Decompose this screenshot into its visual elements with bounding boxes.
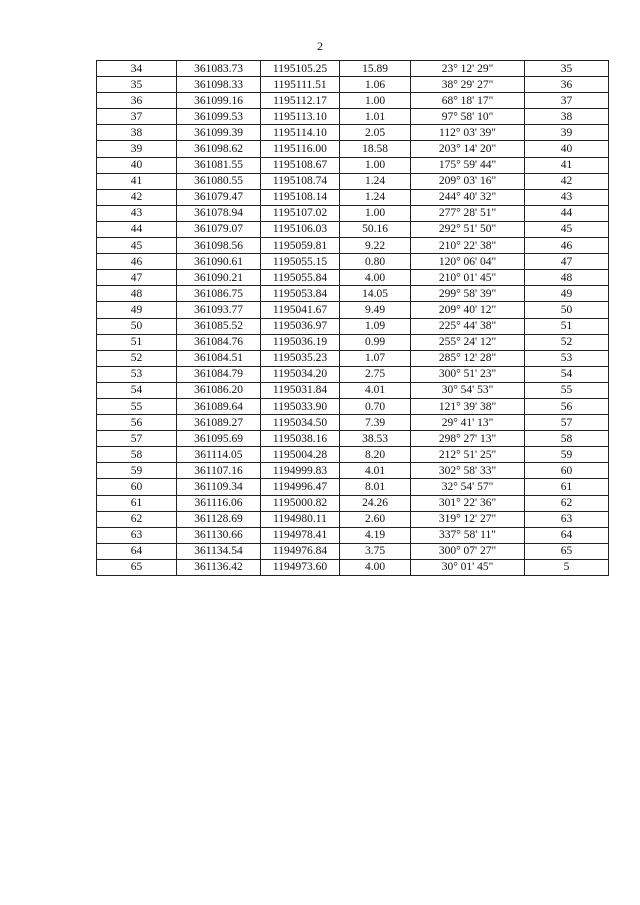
bearing-cell: 97° 58' 10": [411, 109, 525, 125]
bearing-cell: 175° 59' 44": [411, 157, 525, 173]
table-row: [97, 431, 609, 447]
x-coordinate-cell: 361086.20: [177, 382, 261, 398]
table-row: [97, 382, 609, 398]
bearing-cell: 30° 01' 45": [411, 559, 525, 575]
distance-cell: 0.80: [340, 254, 411, 270]
distance-cell: 0.70: [340, 398, 411, 414]
bearing-cell: 38° 29' 27": [411, 77, 525, 93]
distance-cell: 1.07: [340, 350, 411, 366]
x-coordinate-cell: 361107.16: [177, 463, 261, 479]
table-row: [97, 77, 609, 93]
table-row: [97, 254, 609, 270]
y-coordinate-cell: 1195106.03: [261, 221, 340, 237]
y-coordinate-cell: 1195105.25: [261, 61, 340, 77]
bearing-cell: 209° 40' 12": [411, 302, 525, 318]
distance-cell: 7.39: [340, 415, 411, 431]
bearing-cell: 209° 03' 16": [411, 173, 525, 189]
next-point-cell: 49: [525, 286, 609, 302]
x-coordinate-cell: 361080.55: [177, 173, 261, 189]
next-point-cell: 50: [525, 302, 609, 318]
y-coordinate-cell: 1195000.82: [261, 495, 340, 511]
bearing-cell: 30° 54' 53": [411, 382, 525, 398]
point-number-cell: 44: [97, 221, 177, 237]
table-row: [97, 415, 609, 431]
distance-cell: 9.49: [340, 302, 411, 318]
point-number-cell: 51: [97, 334, 177, 350]
next-point-cell: 59: [525, 447, 609, 463]
y-coordinate-cell: 1195114.10: [261, 125, 340, 141]
y-coordinate-cell: 1195113.10: [261, 109, 340, 125]
table-row: [97, 543, 609, 559]
distance-cell: 9.22: [340, 238, 411, 254]
distance-cell: 2.60: [340, 511, 411, 527]
x-coordinate-cell: 361098.56: [177, 238, 261, 254]
y-coordinate-cell: 1195059.81: [261, 238, 340, 254]
y-coordinate-cell: 1195111.51: [261, 77, 340, 93]
distance-cell: 1.00: [340, 157, 411, 173]
bearing-cell: 319° 12' 27": [411, 511, 525, 527]
y-coordinate-cell: 1195036.19: [261, 334, 340, 350]
next-point-cell: 48: [525, 270, 609, 286]
bearing-cell: 301° 22' 36": [411, 495, 525, 511]
next-point-cell: 55: [525, 382, 609, 398]
bearing-cell: 300° 51' 23": [411, 366, 525, 382]
distance-cell: 8.20: [340, 447, 411, 463]
point-number-cell: 59: [97, 463, 177, 479]
bearing-cell: 255° 24' 12": [411, 334, 525, 350]
distance-cell: 1.24: [340, 189, 411, 205]
next-point-cell: 52: [525, 334, 609, 350]
point-number-cell: 39: [97, 141, 177, 157]
point-number-cell: 52: [97, 350, 177, 366]
next-point-cell: 57: [525, 415, 609, 431]
distance-cell: 38.53: [340, 431, 411, 447]
y-coordinate-cell: 1194996.47: [261, 479, 340, 495]
x-coordinate-cell: 361079.47: [177, 189, 261, 205]
y-coordinate-cell: 1194973.60: [261, 559, 340, 575]
point-number-cell: 34: [97, 61, 177, 77]
table-row: [97, 270, 609, 286]
distance-cell: 14.05: [340, 286, 411, 302]
table-row: [97, 366, 609, 382]
table-row: [97, 527, 609, 543]
point-number-cell: 54: [97, 382, 177, 398]
distance-cell: 4.01: [340, 463, 411, 479]
x-coordinate-cell: 361136.42: [177, 559, 261, 575]
x-coordinate-cell: 361085.52: [177, 318, 261, 334]
x-coordinate-cell: 361083.73: [177, 61, 261, 77]
page-number: 2: [317, 39, 323, 53]
x-coordinate-cell: 361081.55: [177, 157, 261, 173]
bearing-cell: 299° 58' 39": [411, 286, 525, 302]
distance-cell: 15.89: [340, 61, 411, 77]
distance-cell: 18.58: [340, 141, 411, 157]
y-coordinate-cell: 1195108.67: [261, 157, 340, 173]
x-coordinate-cell: 361134.54: [177, 543, 261, 559]
x-coordinate-cell: 361086.75: [177, 286, 261, 302]
point-number-cell: 55: [97, 398, 177, 414]
point-number-cell: 36: [97, 93, 177, 109]
point-number-cell: 37: [97, 109, 177, 125]
next-point-cell: 35: [525, 61, 609, 77]
distance-cell: 2.05: [340, 125, 411, 141]
y-coordinate-cell: 1195116.00: [261, 141, 340, 157]
table-row: [97, 141, 609, 157]
point-number-cell: 41: [97, 173, 177, 189]
next-point-cell: 43: [525, 189, 609, 205]
point-number-cell: 42: [97, 189, 177, 205]
y-coordinate-cell: 1194976.84: [261, 543, 340, 559]
next-point-cell: 64: [525, 527, 609, 543]
bearing-cell: 29° 41' 13": [411, 415, 525, 431]
table-row: [97, 286, 609, 302]
y-coordinate-cell: 1195034.50: [261, 415, 340, 431]
bearing-cell: 120° 06' 04": [411, 254, 525, 270]
bearing-cell: 210° 01' 45": [411, 270, 525, 286]
point-number-cell: 65: [97, 559, 177, 575]
next-point-cell: 44: [525, 205, 609, 221]
table-row: [97, 318, 609, 334]
x-coordinate-cell: 361098.62: [177, 141, 261, 157]
bearing-cell: 23° 12' 29": [411, 61, 525, 77]
distance-cell: 0.99: [340, 334, 411, 350]
bearing-cell: 210° 22' 38": [411, 238, 525, 254]
x-coordinate-cell: 361095.69: [177, 431, 261, 447]
bearing-cell: 121° 39' 38": [411, 398, 525, 414]
y-coordinate-cell: 1195034.20: [261, 366, 340, 382]
next-point-cell: 51: [525, 318, 609, 334]
bearing-cell: 225° 44' 38": [411, 318, 525, 334]
y-coordinate-cell: 1195107.02: [261, 205, 340, 221]
distance-cell: 1.06: [340, 77, 411, 93]
table-row: [97, 93, 609, 109]
next-point-cell: 62: [525, 495, 609, 511]
next-point-cell: 46: [525, 238, 609, 254]
distance-cell: 1.09: [340, 318, 411, 334]
table-row: [97, 221, 609, 237]
point-number-cell: 40: [97, 157, 177, 173]
point-number-cell: 48: [97, 286, 177, 302]
bearing-cell: 203° 14' 20": [411, 141, 525, 157]
y-coordinate-cell: 1195108.14: [261, 189, 340, 205]
y-coordinate-cell: 1195035.23: [261, 350, 340, 366]
next-point-cell: 61: [525, 479, 609, 495]
next-point-cell: 41: [525, 157, 609, 173]
table-row: [97, 61, 609, 77]
y-coordinate-cell: 1195036.97: [261, 318, 340, 334]
bearing-cell: 244° 40' 32": [411, 189, 525, 205]
x-coordinate-cell: 361084.76: [177, 334, 261, 350]
point-number-cell: 49: [97, 302, 177, 318]
table-row: [97, 463, 609, 479]
next-point-cell: 40: [525, 141, 609, 157]
distance-cell: 8.01: [340, 479, 411, 495]
table-row: [97, 238, 609, 254]
bearing-cell: 68° 18' 17": [411, 93, 525, 109]
table-row: [97, 479, 609, 495]
bearing-cell: 298° 27' 13": [411, 431, 525, 447]
x-coordinate-cell: 361116.06: [177, 495, 261, 511]
y-coordinate-cell: 1195053.84: [261, 286, 340, 302]
x-coordinate-cell: 361130.66: [177, 527, 261, 543]
table-row: [97, 511, 609, 527]
y-coordinate-cell: 1195004.28: [261, 447, 340, 463]
next-point-cell: 65: [525, 543, 609, 559]
y-coordinate-cell: 1194999.83: [261, 463, 340, 479]
x-coordinate-cell: 361078.94: [177, 205, 261, 221]
table-row: [97, 125, 609, 141]
x-coordinate-cell: 361079.07: [177, 221, 261, 237]
table-row: [97, 495, 609, 511]
distance-cell: 1.00: [340, 93, 411, 109]
y-coordinate-cell: 1194980.11: [261, 511, 340, 527]
point-number-cell: 38: [97, 125, 177, 141]
next-point-cell: 37: [525, 93, 609, 109]
y-coordinate-cell: 1195055.84: [261, 270, 340, 286]
bearing-cell: 212° 51' 25": [411, 447, 525, 463]
table-row: [97, 559, 609, 575]
next-point-cell: 56: [525, 398, 609, 414]
x-coordinate-cell: 361099.16: [177, 93, 261, 109]
bearing-cell: 337° 58' 11": [411, 527, 525, 543]
next-point-cell: 60: [525, 463, 609, 479]
bearing-cell: 302° 58' 33": [411, 463, 525, 479]
next-point-cell: 39: [525, 125, 609, 141]
y-coordinate-cell: 1195041.67: [261, 302, 340, 318]
y-coordinate-cell: 1195038.16: [261, 431, 340, 447]
table-row: [97, 302, 609, 318]
table-row: [97, 205, 609, 221]
x-coordinate-cell: 361099.53: [177, 109, 261, 125]
next-point-cell: 53: [525, 350, 609, 366]
y-coordinate-cell: 1195055.15: [261, 254, 340, 270]
bearing-cell: 277° 28' 51": [411, 205, 525, 221]
x-coordinate-cell: 361128.69: [177, 511, 261, 527]
next-point-cell: 42: [525, 173, 609, 189]
distance-cell: 24.26: [340, 495, 411, 511]
table-row: [97, 350, 609, 366]
x-coordinate-cell: 361089.64: [177, 398, 261, 414]
distance-cell: 4.00: [340, 270, 411, 286]
point-number-cell: 60: [97, 479, 177, 495]
x-coordinate-cell: 361114.05: [177, 447, 261, 463]
next-point-cell: 36: [525, 77, 609, 93]
y-coordinate-cell: 1195031.84: [261, 382, 340, 398]
point-number-cell: 61: [97, 495, 177, 511]
point-number-cell: 35: [97, 77, 177, 93]
table-row: [97, 447, 609, 463]
y-coordinate-cell: 1195108.74: [261, 173, 340, 189]
bearing-cell: 112° 03' 39": [411, 125, 525, 141]
point-number-cell: 46: [97, 254, 177, 270]
x-coordinate-cell: 361093.77: [177, 302, 261, 318]
x-coordinate-cell: 361089.27: [177, 415, 261, 431]
point-number-cell: 53: [97, 366, 177, 382]
point-number-cell: 56: [97, 415, 177, 431]
coordinates-table-body: [97, 61, 609, 576]
next-point-cell: 38: [525, 109, 609, 125]
table-row: [97, 189, 609, 205]
point-number-cell: 50: [97, 318, 177, 334]
point-number-cell: 63: [97, 527, 177, 543]
bearing-cell: 32° 54' 57": [411, 479, 525, 495]
table-row: [97, 157, 609, 173]
point-number-cell: 64: [97, 543, 177, 559]
next-point-cell: 54: [525, 366, 609, 382]
y-coordinate-cell: 1194978.41: [261, 527, 340, 543]
x-coordinate-cell: 361084.79: [177, 366, 261, 382]
y-coordinate-cell: 1195112.17: [261, 93, 340, 109]
x-coordinate-cell: 361109.34: [177, 479, 261, 495]
distance-cell: 4.00: [340, 559, 411, 575]
table-row: [97, 334, 609, 350]
x-coordinate-cell: 361084.51: [177, 350, 261, 366]
distance-cell: 4.01: [340, 382, 411, 398]
distance-cell: 1.00: [340, 205, 411, 221]
point-number-cell: 58: [97, 447, 177, 463]
table-row: [97, 109, 609, 125]
x-coordinate-cell: 361099.39: [177, 125, 261, 141]
distance-cell: 2.75: [340, 366, 411, 382]
x-coordinate-cell: 361098.33: [177, 77, 261, 93]
distance-cell: 50.16: [340, 221, 411, 237]
next-point-cell: 58: [525, 431, 609, 447]
point-number-cell: 43: [97, 205, 177, 221]
point-number-cell: 45: [97, 238, 177, 254]
bearing-cell: 300° 07' 27": [411, 543, 525, 559]
distance-cell: 1.24: [340, 173, 411, 189]
bearing-cell: 292° 51' 50": [411, 221, 525, 237]
point-number-cell: 57: [97, 431, 177, 447]
next-point-cell: 5: [525, 559, 609, 575]
y-coordinate-cell: 1195033.90: [261, 398, 340, 414]
next-point-cell: 63: [525, 511, 609, 527]
x-coordinate-cell: 361090.21: [177, 270, 261, 286]
distance-cell: 3.75: [340, 543, 411, 559]
point-number-cell: 47: [97, 270, 177, 286]
table-row: [97, 173, 609, 189]
distance-cell: 4.19: [340, 527, 411, 543]
point-number-cell: 62: [97, 511, 177, 527]
x-coordinate-cell: 361090.61: [177, 254, 261, 270]
table-row: [97, 398, 609, 414]
bearing-cell: 285° 12' 28": [411, 350, 525, 366]
distance-cell: 1.01: [340, 109, 411, 125]
next-point-cell: 45: [525, 221, 609, 237]
coordinates-table: [96, 60, 609, 576]
next-point-cell: 47: [525, 254, 609, 270]
